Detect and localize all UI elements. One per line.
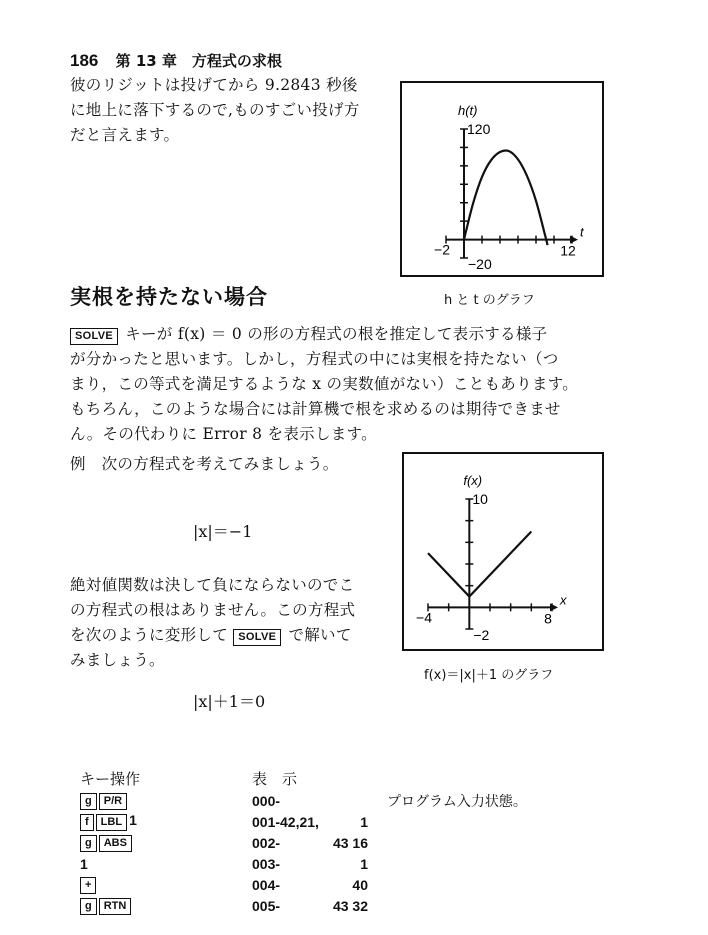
calculator-key: g (80, 835, 97, 852)
keys-cell (80, 895, 252, 916)
body-line: みましょう。 (70, 651, 165, 669)
paragraph-line: まり，この等式を満足するような x の実数値がない）こともあります。 (70, 375, 579, 393)
x-tick-label: 12 (560, 242, 576, 259)
y-tick-label: 10 (472, 491, 488, 507)
example-body (70, 573, 355, 673)
keys-cell (80, 874, 252, 895)
intro-line: だと言えます。 (70, 126, 180, 144)
display-line-number: 000- (252, 792, 281, 809)
chapter-title: 第 13 章 方程式の求根 (115, 52, 282, 70)
display-code: 43 32 (332, 897, 368, 914)
calculator-key: + (80, 877, 96, 894)
display-line-number: 004- (252, 876, 281, 893)
display-cell (252, 811, 387, 832)
y-tick-label: −2 (473, 627, 490, 643)
series-line-f(x) (428, 532, 531, 597)
x-tick-label: −4 (416, 609, 432, 626)
paragraph-line: ん。その代わりに Error 8 を表示します。 (70, 425, 377, 443)
y-axis-label: f(x) (463, 473, 483, 488)
note-cell (387, 895, 527, 916)
paragraph-line: が分かったと思います。しかし，方程式の中には実根を持たない（つ (70, 350, 559, 368)
height-time-chart (402, 83, 602, 275)
abs-function-chart (404, 454, 602, 649)
calculator-key: P/R (99, 793, 127, 810)
note-cell (387, 832, 527, 853)
keystroke-table (80, 766, 527, 916)
table-row (80, 874, 527, 895)
paragraph-line: もちろん，このような場合には計算機で根を求めるのは期待できませ (70, 400, 561, 418)
y-tick-label: −20 (468, 256, 492, 272)
table-row (80, 790, 527, 811)
keys-cell (80, 811, 252, 832)
figure-height-vs-time (400, 81, 604, 277)
section-paragraph (70, 322, 630, 447)
note-cell: プログラム入力状態。 (387, 793, 527, 810)
intro-paragraph (70, 73, 360, 148)
key-suffix: 1 (80, 855, 88, 872)
figure1-caption: h と t のグラフ (444, 293, 535, 308)
note-cell (387, 811, 527, 832)
section-title: 実根を持たない場合 (70, 285, 268, 309)
table-row (80, 853, 527, 874)
table-row (80, 811, 527, 832)
calculator-key: f (80, 814, 94, 831)
keys-cell (80, 790, 252, 811)
figure2-caption: f(x)＝|x|＋1 のグラフ (424, 668, 554, 683)
x-axis-label: t (580, 224, 584, 240)
table-row (80, 895, 527, 916)
equation-abs-x-eq-neg1: |x|＝−1 (193, 522, 253, 541)
solve-key: SOLVE (70, 328, 118, 345)
col-header-display: 表 示 (252, 769, 298, 788)
body-line: 絶対値関数は決して負にならないのでこ (70, 576, 355, 594)
calculator-key: g (80, 898, 97, 915)
page-number: 186 (70, 51, 99, 70)
page-header (70, 50, 282, 71)
table-row (80, 832, 527, 853)
solve-key: SOLVE (233, 629, 281, 646)
display-code: 1 (360, 813, 368, 830)
body-line: を次のように変形して SOLVE で解いて (70, 626, 352, 644)
display-cell (252, 832, 387, 853)
display-code: 1 (360, 855, 368, 872)
body-line: の方程式の根はありません。この方程式 (70, 601, 356, 619)
display-line-number: 001-42,21, (252, 813, 319, 830)
calculator-key: g (80, 793, 97, 810)
calculator-key: ABS (99, 835, 132, 852)
display-line-number: 003- (252, 855, 281, 872)
example-line: 例 次の方程式を考えてみましょう。 (70, 455, 339, 473)
y-tick-label: 120 (467, 121, 491, 137)
calculator-key: RTN (99, 898, 132, 915)
paragraph-line: SOLVE キーが f(x) ＝ 0 の形の方程式の根を推定して表示する様子 (70, 322, 630, 347)
display-cell (252, 895, 387, 916)
series-line-h(t) (464, 150, 548, 245)
display-line-number: 005- (252, 897, 281, 914)
display-cell (252, 874, 387, 895)
col-header-keys: キー操作 (80, 769, 141, 788)
note-cell (387, 853, 527, 874)
x-tick-label: −2 (434, 241, 450, 258)
calculator-key: LBL (96, 814, 127, 831)
keys-cell (80, 853, 252, 874)
y-axis-label: h(t) (458, 103, 478, 118)
x-axis-label: x (560, 592, 567, 608)
display-line-number: 002- (252, 834, 281, 851)
equation-abs-x-plus-1: |x|＋1＝0 (193, 692, 266, 711)
key-suffix: 1 (129, 812, 137, 828)
display-cell (252, 853, 387, 874)
note-cell (387, 874, 527, 895)
intro-line: 彼のリジットは投げてから 9.2843 秒後 (70, 76, 358, 94)
figure-abs-function (402, 452, 604, 651)
intro-line: に地上に落下するので,ものすごい投げ方 (70, 101, 360, 119)
x-tick-label: 8 (544, 610, 552, 627)
keys-cell (80, 832, 252, 853)
display-code: 43 16 (332, 834, 368, 851)
display-cell (252, 790, 387, 811)
display-code: 40 (352, 876, 368, 893)
